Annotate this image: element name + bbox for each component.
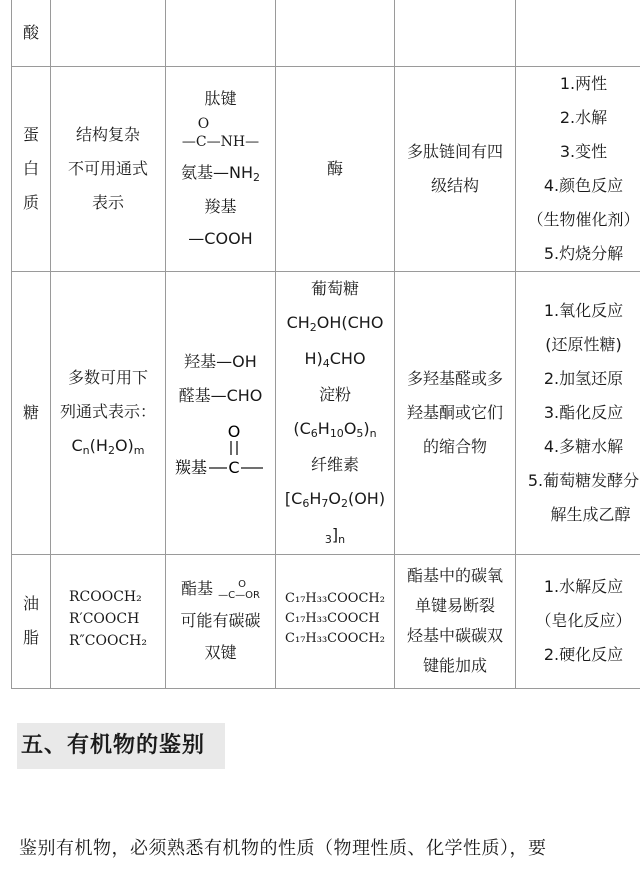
fat-feature-cell: 酯基中的碳氧 单键易断裂 烃基中碳碳双 键能加成 — [395, 554, 516, 688]
triolein-formula: C₁₇H₃₃COOCH₂ C₁₇H₃₃COOCH C₁₇H₃₃COOCH₂ — [285, 590, 385, 646]
svg-text:羰基: 羰基 — [174, 457, 207, 477]
section-heading — [17, 723, 225, 769]
table-row-sugar — [12, 271, 640, 554]
row-name-fat: 油 脂 — [12, 554, 51, 688]
sugar-general-formula: Cn(H2O)m — [71, 435, 145, 457]
protein-properties-cell: 1.两性 2.水解 3.变性 4.颜色反应 （生物催化剂） 5.灼烧分解 — [516, 66, 640, 271]
sugar-properties-cell: 1.氧化反应 (还原性糖) 2.加氢还原 3.酯化反应 4.多糖水解 5.葡萄糖发酵分 解生成乙醇 — [516, 271, 640, 554]
svg-text:O: O — [227, 421, 240, 441]
sugar-functional-group-cell: 羟基—OH 醛基—CHO O 羰基 C — [166, 271, 276, 554]
sugar-example-cell: 葡萄糖 CH2OH(CHO H)4CHO 淀粉 (C6H10O5)n 纤维素 [C6H7O2(OH) 3]n — [276, 271, 395, 554]
svg-text:C: C — [227, 457, 240, 477]
row-name-acid: 酸 — [12, 0, 51, 66]
body-paragraph: 鉴别有机物，必须熟悉有机物的性质（物理性质、化学性质），要 — [19, 838, 547, 859]
peptide-bond-structure: O —C—NH— — [181, 115, 260, 150]
ester-group: 酯基 O —C—OR — [181, 578, 260, 601]
sugar-structure-cell: 多数可用下 列通式表示： Cn(H2O)m — [51, 271, 166, 554]
empty-cell — [51, 0, 166, 66]
organic-properties-table — [11, 0, 640, 689]
protein-structure-cell: 结构复杂 不可用通式 表示 — [51, 66, 166, 271]
empty-cell — [395, 0, 516, 66]
empty-cell — [516, 0, 640, 66]
table-row-fat — [12, 554, 640, 688]
fat-structure-cell — [51, 554, 166, 688]
sugar-feature-cell: 多羟基醛或多 羟基酮或它们 的缩合物 — [395, 271, 516, 554]
protein-feature-cell: 多肽链间有四 级结构 — [395, 66, 516, 271]
triglyceride-general-formula: RCOOCH₂ R′COOCH R″COOCH₂ — [69, 588, 147, 649]
row-name-protein: 蛋 白 质 — [12, 66, 51, 271]
empty-cell — [166, 0, 276, 66]
row-name-sugar: 糖 — [12, 271, 51, 554]
fat-functional-group-cell: 酯基 O —C—OR 可能有碳碳 双键 — [166, 554, 276, 688]
section-heading-text: 五、有机物的鉴别 — [21, 733, 206, 758]
table-row-protein — [12, 66, 640, 271]
empty-cell — [276, 0, 395, 66]
protein-example-cell: 酶 — [276, 66, 395, 271]
fat-properties-cell: 1.水解反应 （皂化反应） 2.硬化反应 — [516, 554, 640, 688]
protein-functional-group-cell: 肽键 O —C—NH— 氨基—NH2 羧基 —COOH — [166, 66, 276, 271]
table-row-acid — [12, 0, 640, 66]
amino-group: 氨基—NH2 — [180, 162, 260, 184]
carbonyl-structure — [171, 417, 271, 481]
fat-example-cell — [276, 554, 395, 688]
